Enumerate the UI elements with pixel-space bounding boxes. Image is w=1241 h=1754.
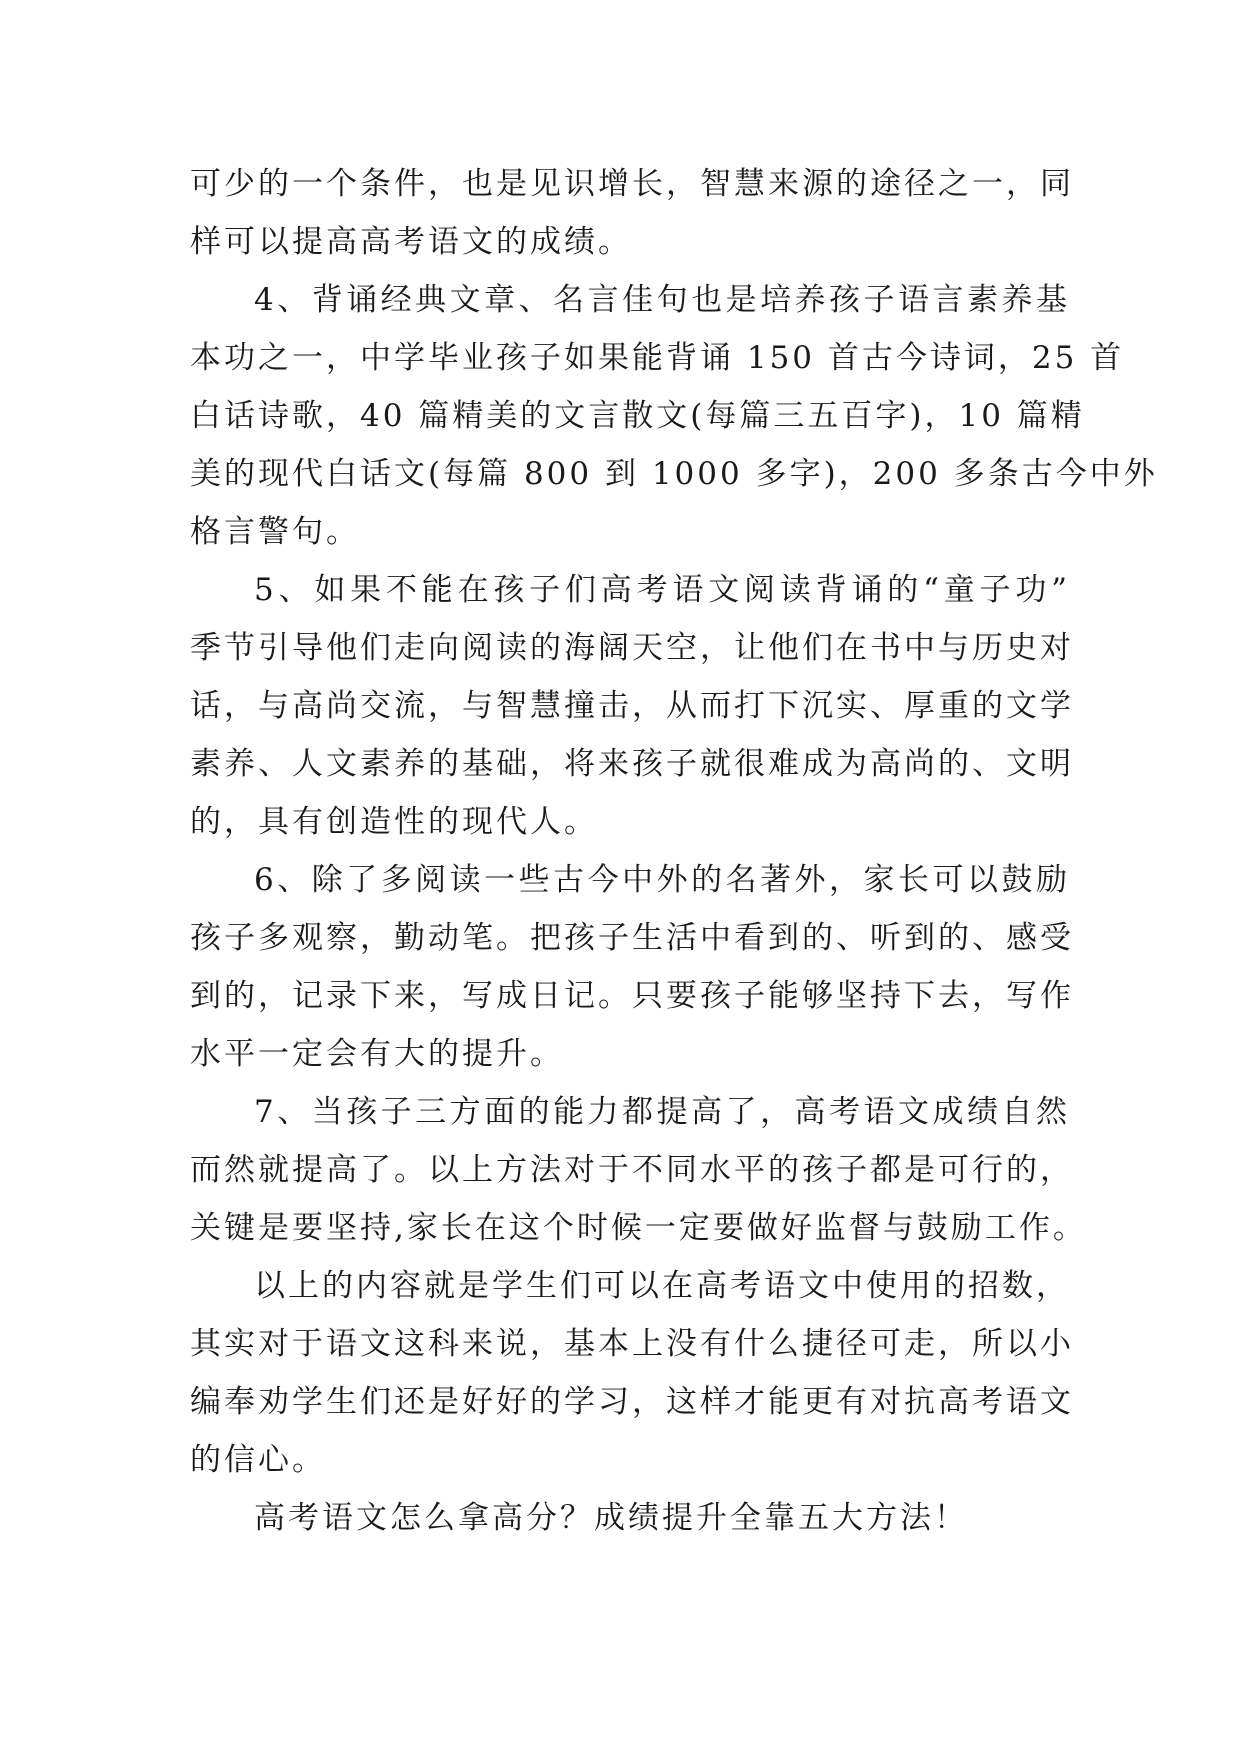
text-line: 关键是要坚持,家长在这个时候一定要做好监督与鼓励工作。 xyxy=(190,1210,1087,1246)
closing-title: 高考语文怎么拿高分？成绩提升全靠五大方法！ xyxy=(254,1500,968,1536)
text-line: 本功之一，中学毕业孩子如果能背诵 150 首古今诗词，25 首 xyxy=(190,340,1125,376)
paragraph-4-start: 4、背诵经典文章、名言佳句也是培养孩子语言素养基 xyxy=(254,282,1070,318)
text-line: 其实对于语文这科来说，基本上没有什么捷径可走，所以小 xyxy=(190,1326,1074,1362)
text-line: 格言警句。 xyxy=(190,514,360,550)
text-line: 水平一定会有大的提升。 xyxy=(190,1036,564,1072)
summary-paragraph-start: 以上的内容就是学生们可以在高考语文中使用的招数， xyxy=(254,1268,1070,1304)
text-line: 到的，记录下来，写成日记。只要孩子能够坚持下去，写作 xyxy=(190,978,1074,1014)
text-line: 话，与高尚交流，与智慧撞击，从而打下沉实、厚重的文学 xyxy=(190,688,1074,724)
text-line: 可少的一个条件，也是见识增长，智慧来源的途径之一，同 xyxy=(190,166,1074,202)
text-line: 而然就提高了。以上方法对于不同水平的孩子都是可行的， xyxy=(190,1152,1074,1188)
text-line: 季节引导他们走向阅读的海阔天空，让他们在书中与历史对 xyxy=(190,630,1074,666)
text-line: 的信心。 xyxy=(190,1442,326,1478)
text-line: 素养、人文素养的基础，将来孩子就很难成为高尚的、文明 xyxy=(190,746,1074,782)
text-line: 样可以提高高考语文的成绩。 xyxy=(190,224,632,260)
body-text xyxy=(190,155,1158,1547)
text-line: 美的现代白话文(每篇 800 到 1000 多字)，200 多条古今中外 xyxy=(190,456,1158,492)
text-line: 白话诗歌，40 篇精美的文言散文(每篇三五百字)，10 篇精 xyxy=(190,398,1085,434)
text-line: 编奉劝学生们还是好好的学习，这样才能更有对抗高考语文 xyxy=(190,1384,1074,1420)
text-line: 孩子多观察，勤动笔。把孩子生活中看到的、听到的、感受 xyxy=(190,920,1074,956)
text-line: 的，具有创造性的现代人。 xyxy=(190,804,598,840)
paragraph-6-start: 6、除了多阅读一些古今中外的名著外，家长可以鼓励 xyxy=(254,862,1070,898)
paragraph-5-start: 5、如果不能在孩子们高考语文阅读背诵的“童子功” xyxy=(254,572,1070,608)
paragraph-7-start: 7、当孩子三方面的能力都提高了，高考语文成绩自然 xyxy=(254,1094,1070,1130)
